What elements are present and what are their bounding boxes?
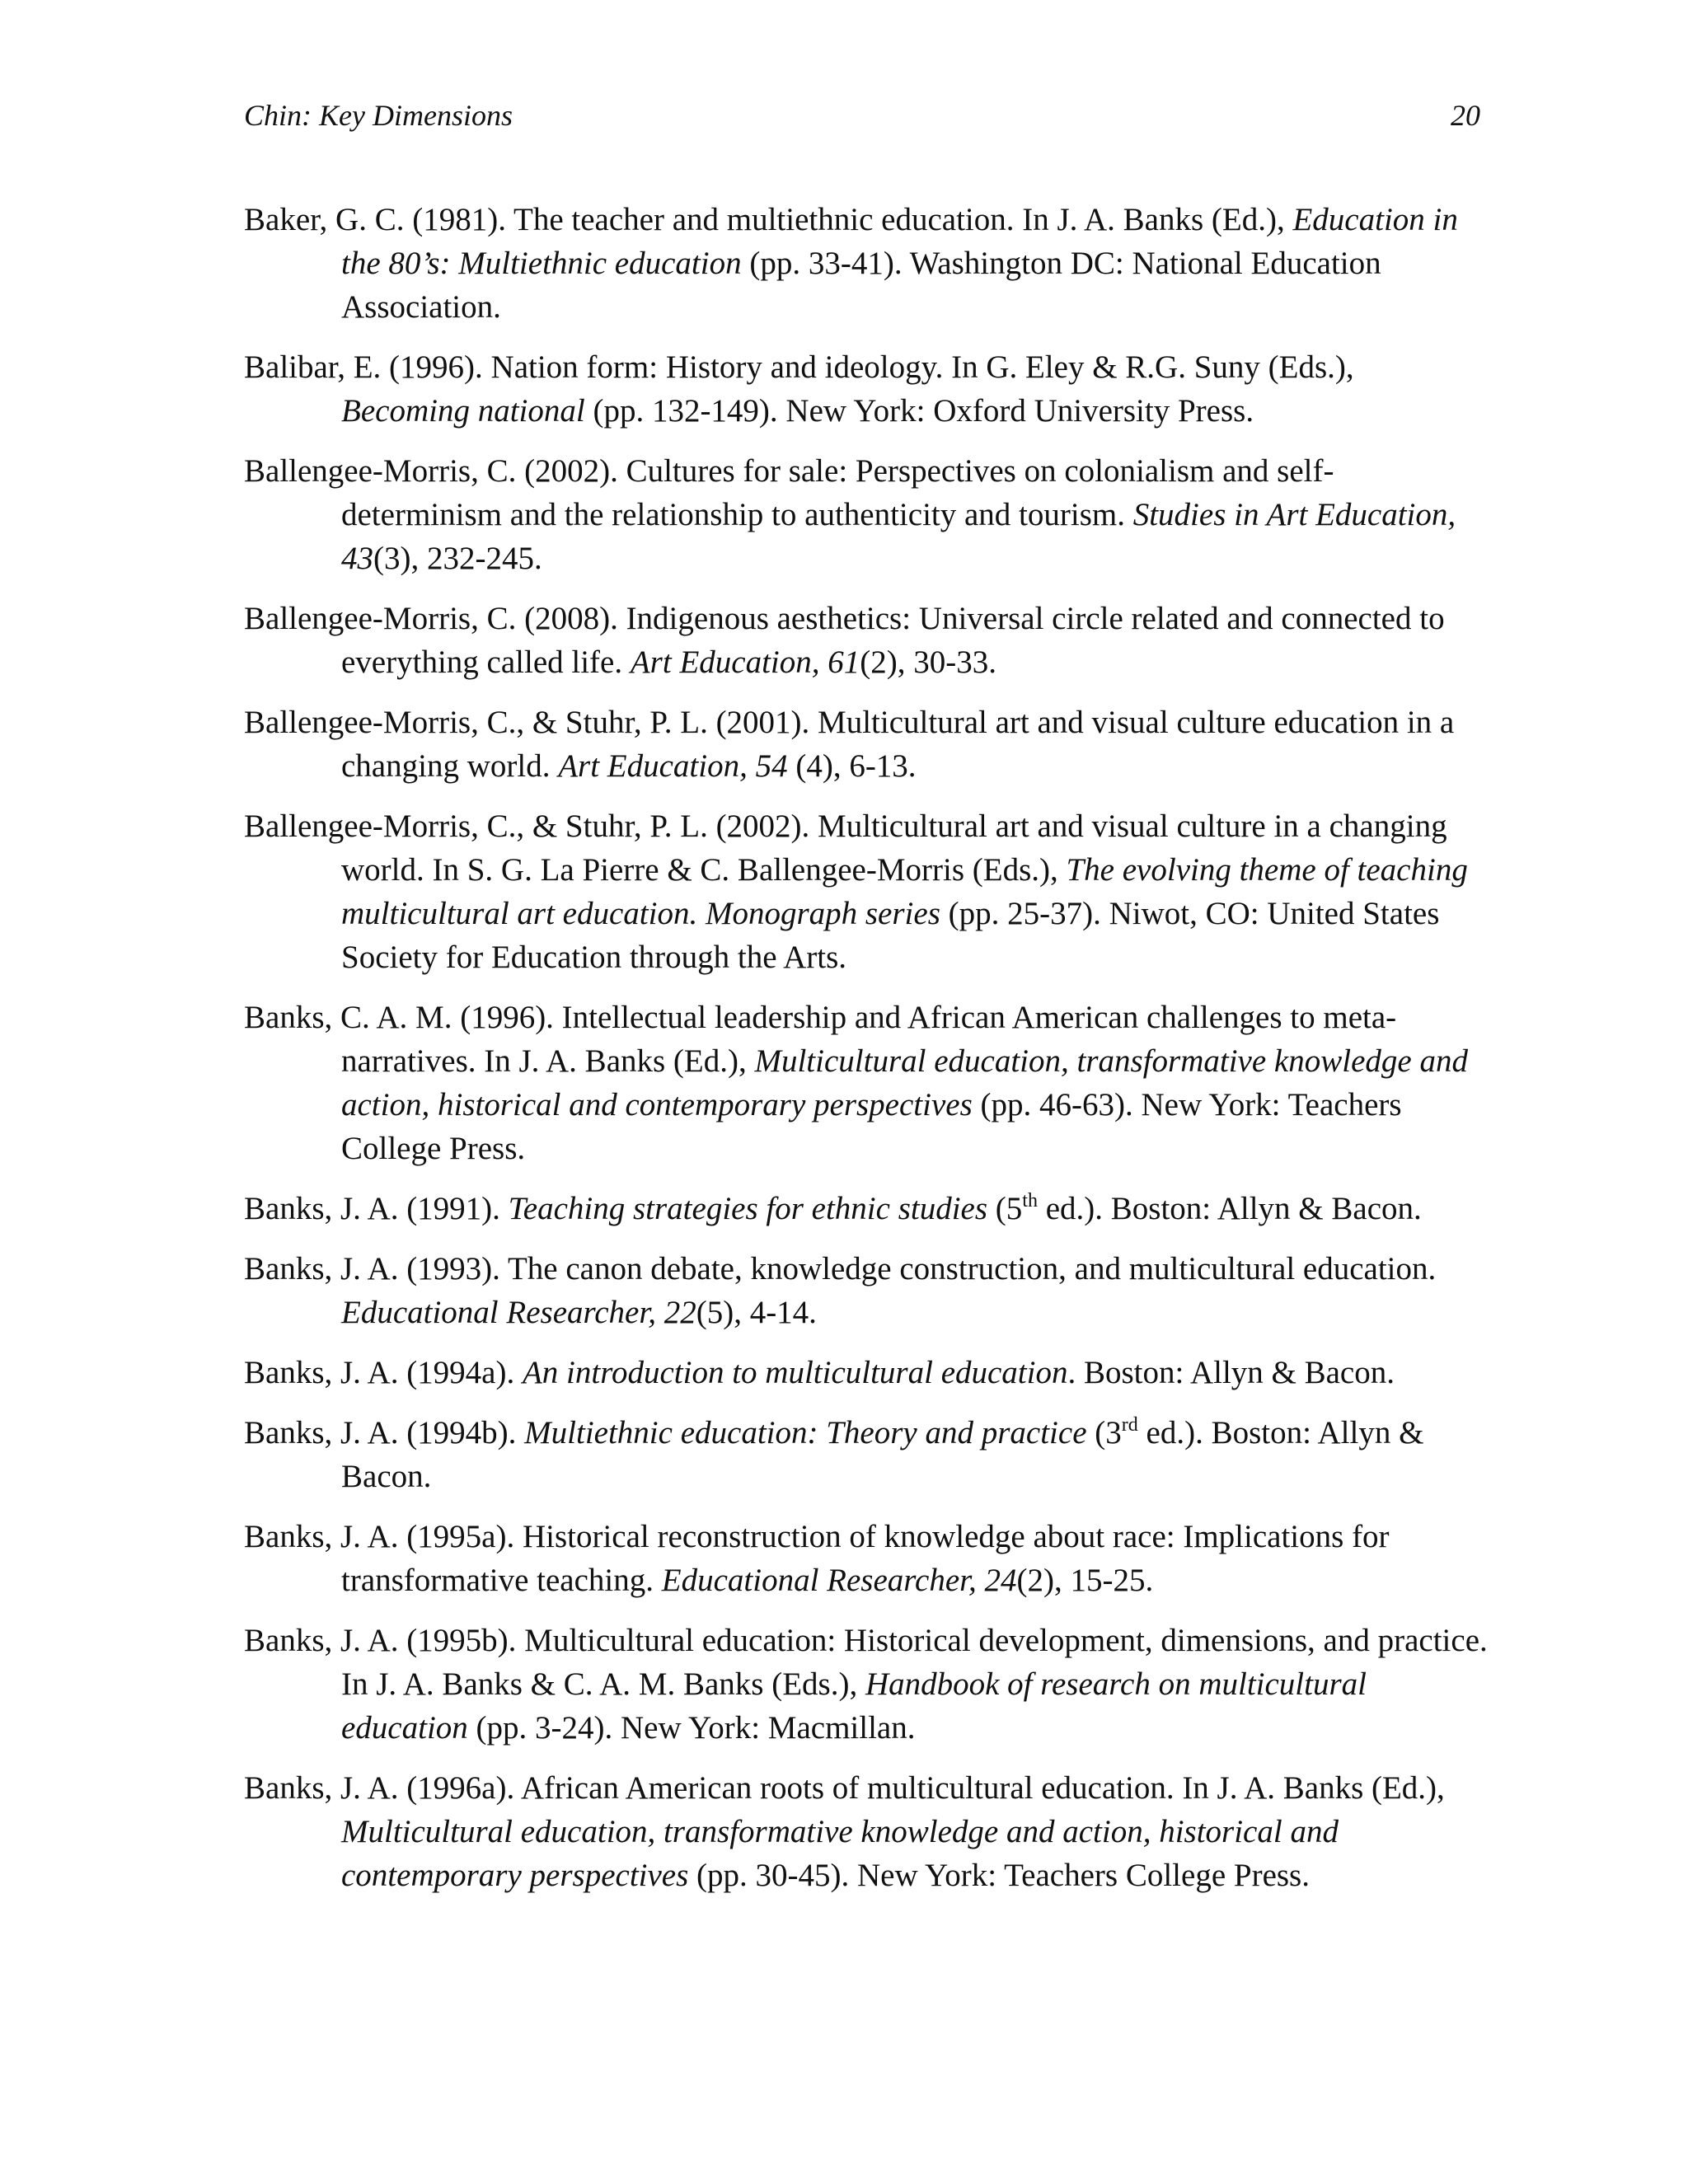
reference-italic-text: Teaching strategies for ethnic studies [508, 1191, 988, 1226]
reference-text: Ballengee-Morris, C., & Stuhr, P. L. (2002). Multicultural art and visual culture in a changing world. In S. G. La Pierre & C. Ballengee-Morris (Eds.), [244, 808, 1447, 888]
page-number: 20 [1451, 99, 1480, 132]
reference-list [244, 198, 1489, 1914]
reference-entry [244, 701, 1489, 788]
reference-entry [244, 1515, 1489, 1602]
reference-entry [244, 996, 1489, 1170]
reference-entry [244, 449, 1489, 580]
reference-italic-text: Educational Researcher, 24 [661, 1563, 1017, 1598]
reference-italic-text: Studies in Art Education, 43 [341, 497, 1456, 576]
reference-text: Baker, G. C. (1981). The teacher and multiethnic education. In J. A. Banks (Ed.), [244, 202, 1293, 237]
reference-entry [244, 1411, 1489, 1498]
reference-italic-text: Handbook of research on multicultural education [341, 1666, 1367, 1746]
reference-text: (3), 232-245. [373, 541, 542, 576]
reference-italic-text: Educational Researcher, 22 [341, 1295, 696, 1330]
reference-text: Banks, J. A. (1996a). African American roots of multicultural education. In J. A. Banks (Ed.), [244, 1770, 1445, 1806]
reference-italic-text: Multicultural education, transformative knowledge and action, historical and contemporary perspectives [341, 1043, 1468, 1122]
reference-text: (pp. 30-45). New York: Teachers College Press. [688, 1858, 1310, 1893]
reference-text: (5), 4-14. [696, 1295, 817, 1330]
reference-text: (pp. 25-37). Niwot, CO: United States Society for Education through the Arts. [341, 896, 1440, 975]
reference-text: Banks, J. A. (1995a). Historical reconstruction of knowledge about race: Implications for transformative teaching. [244, 1519, 1390, 1598]
reference-text: . Boston: Allyn & Bacon. [1067, 1355, 1395, 1390]
reference-entry [244, 1766, 1489, 1897]
reference-text: (5 [987, 1191, 1023, 1226]
reference-text: ed.). Boston: Allyn & Bacon. [1037, 1191, 1422, 1226]
reference-text: (2), 30-33. [860, 644, 996, 680]
reference-text: Banks, J. A. (1991). [244, 1191, 509, 1226]
reference-text: Banks, J. A. (1995b). Multicultural education: Historical development, dimensions, and practice. In J. A. Banks & C. A. M. Banks (Eds.), [244, 1623, 1488, 1702]
reference-text: (4), 6-13. [787, 748, 917, 784]
reference-text: Banks, J. A. (1993). The canon debate, knowledge construction, and multicultural education. [244, 1251, 1437, 1286]
reference-text: Banks, C. A. M. (1996). Intellectual leadership and African American challenges to meta-narratives. In J. A. Banks (Ed.), [244, 1000, 1397, 1079]
reference-entry [244, 345, 1489, 433]
reference-entry [244, 1619, 1489, 1750]
reference-text: Banks, J. A. (1994b). [244, 1415, 525, 1451]
reference-entry [244, 198, 1489, 329]
reference-entry [244, 1351, 1489, 1394]
reference-text: (pp. 33-41). Washington DC: National Education Association. [341, 246, 1381, 325]
reference-text: Balibar, E. (1996). Nation form: History and ideology. In G. Eley & R.G. Suny (Eds.), [244, 349, 1354, 385]
running-header [244, 92, 1480, 138]
reference-italic-text: Multiethnic education: Theory and practice [524, 1415, 1087, 1451]
reference-text: Ballengee-Morris, C., & Stuhr, P. L. (2001). Multicultural art and visual culture education in a changing world. [244, 705, 1455, 784]
running-header-title: Chin: Key Dimensions [244, 99, 513, 132]
reference-text: (3 [1086, 1415, 1122, 1451]
reference-text: (pp. 132-149). New York: Oxford University Press. [584, 393, 1254, 429]
reference-entry [244, 597, 1489, 684]
reference-superscript: th [1022, 1190, 1038, 1212]
reference-italic-text: Becoming national [341, 393, 585, 429]
reference-italic-text: Multicultural education, transformative knowledge and action, historical and contemporary perspectives [341, 1814, 1339, 1893]
reference-italic-text: Art Education, 61 [630, 644, 860, 680]
reference-italic-text: Art Education, 54 [558, 748, 788, 784]
reference-italic-text: Education in the 80’s: Multiethnic education [341, 202, 1458, 281]
reference-text: Ballengee-Morris, C. (2008). Indigenous aesthetics: Universal circle related and connected to everything called life. [244, 601, 1445, 680]
reference-text: Banks, J. A. (1994a). [244, 1355, 523, 1390]
reference-superscript: rd [1121, 1414, 1138, 1436]
reference-text: ed.). Boston: Allyn & Bacon. [341, 1415, 1424, 1494]
reference-italic-text: An introduction to multicultural education [522, 1355, 1068, 1390]
reference-text: (pp. 3-24). New York: Macmillan. [467, 1710, 916, 1746]
reference-entry [244, 1247, 1489, 1334]
reference-italic-text: The evolving theme of teaching multicultural art education. Monograph series [341, 852, 1468, 931]
reference-text: (2), 15-25. [1016, 1563, 1154, 1598]
reference-entry [244, 1187, 1489, 1230]
reference-text: Ballengee-Morris, C. (2002). Cultures for sale: Perspectives on colonialism and self-determinism and the relationship to authenticity and tourism. [244, 453, 1334, 532]
reference-text: (pp. 46-63). New York: Teachers College Press. [341, 1087, 1402, 1166]
reference-entry [244, 804, 1489, 979]
